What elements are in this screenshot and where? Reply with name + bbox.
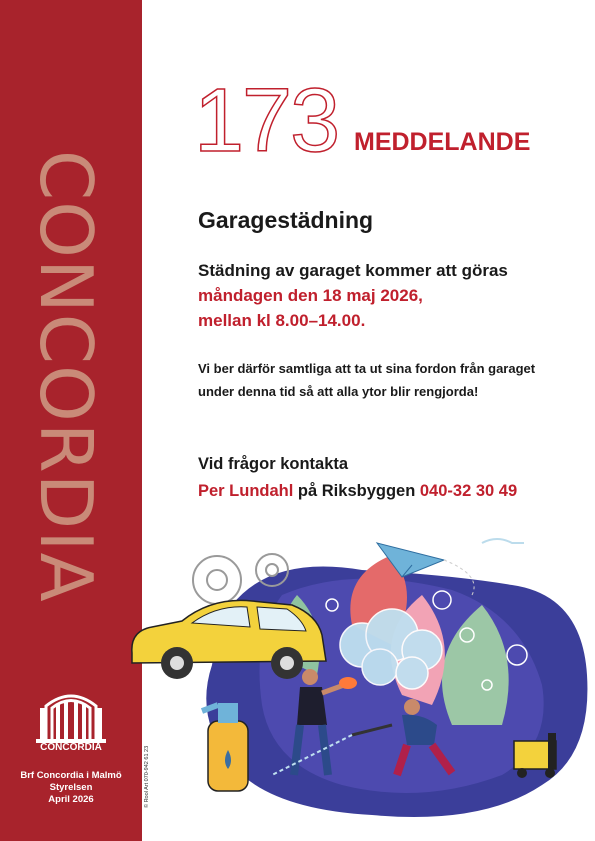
headline: Garagestädning — [198, 207, 374, 233]
intro-line-1: Städning av garaget kommer att göras — [198, 261, 508, 280]
contact-middle: på Riksbyggen — [293, 482, 420, 500]
issue-kind: MEDDELANDE — [354, 128, 531, 156]
illustration-credit: © Rool Art 070-942 61 23 — [144, 745, 150, 808]
contact-line — [198, 482, 517, 501]
sidebar — [0, 0, 142, 841]
car-wash-illustration — [122, 535, 595, 841]
intro-time: mellan kl 8.00–14.00. — [198, 311, 366, 330]
board-label: Styrelsen — [49, 782, 93, 793]
intro-date: måndagen den 18 maj 2026, — [198, 286, 423, 305]
body-text: Vi ber därför samtliga att ta ut sina fordon från garaget under denna tid så att alla ytor blir rengjorda! — [198, 361, 536, 399]
issue-number: 173 — [194, 71, 339, 171]
contact-name: Per Lundahl — [198, 482, 294, 500]
association-name: Brf Concordia i Malmö — [20, 770, 122, 781]
intro — [198, 258, 508, 333]
issue-date: April 2026 — [48, 794, 94, 805]
vertical-brand-text: CONCORDIA — [24, 150, 108, 603]
sidebar-info — [0, 770, 142, 806]
logo-name: CONCORDIA — [40, 742, 102, 753]
contact-phone: 040-32 30 49 — [419, 482, 518, 500]
contact-heading: Vid frågor kontakta — [198, 455, 349, 473]
